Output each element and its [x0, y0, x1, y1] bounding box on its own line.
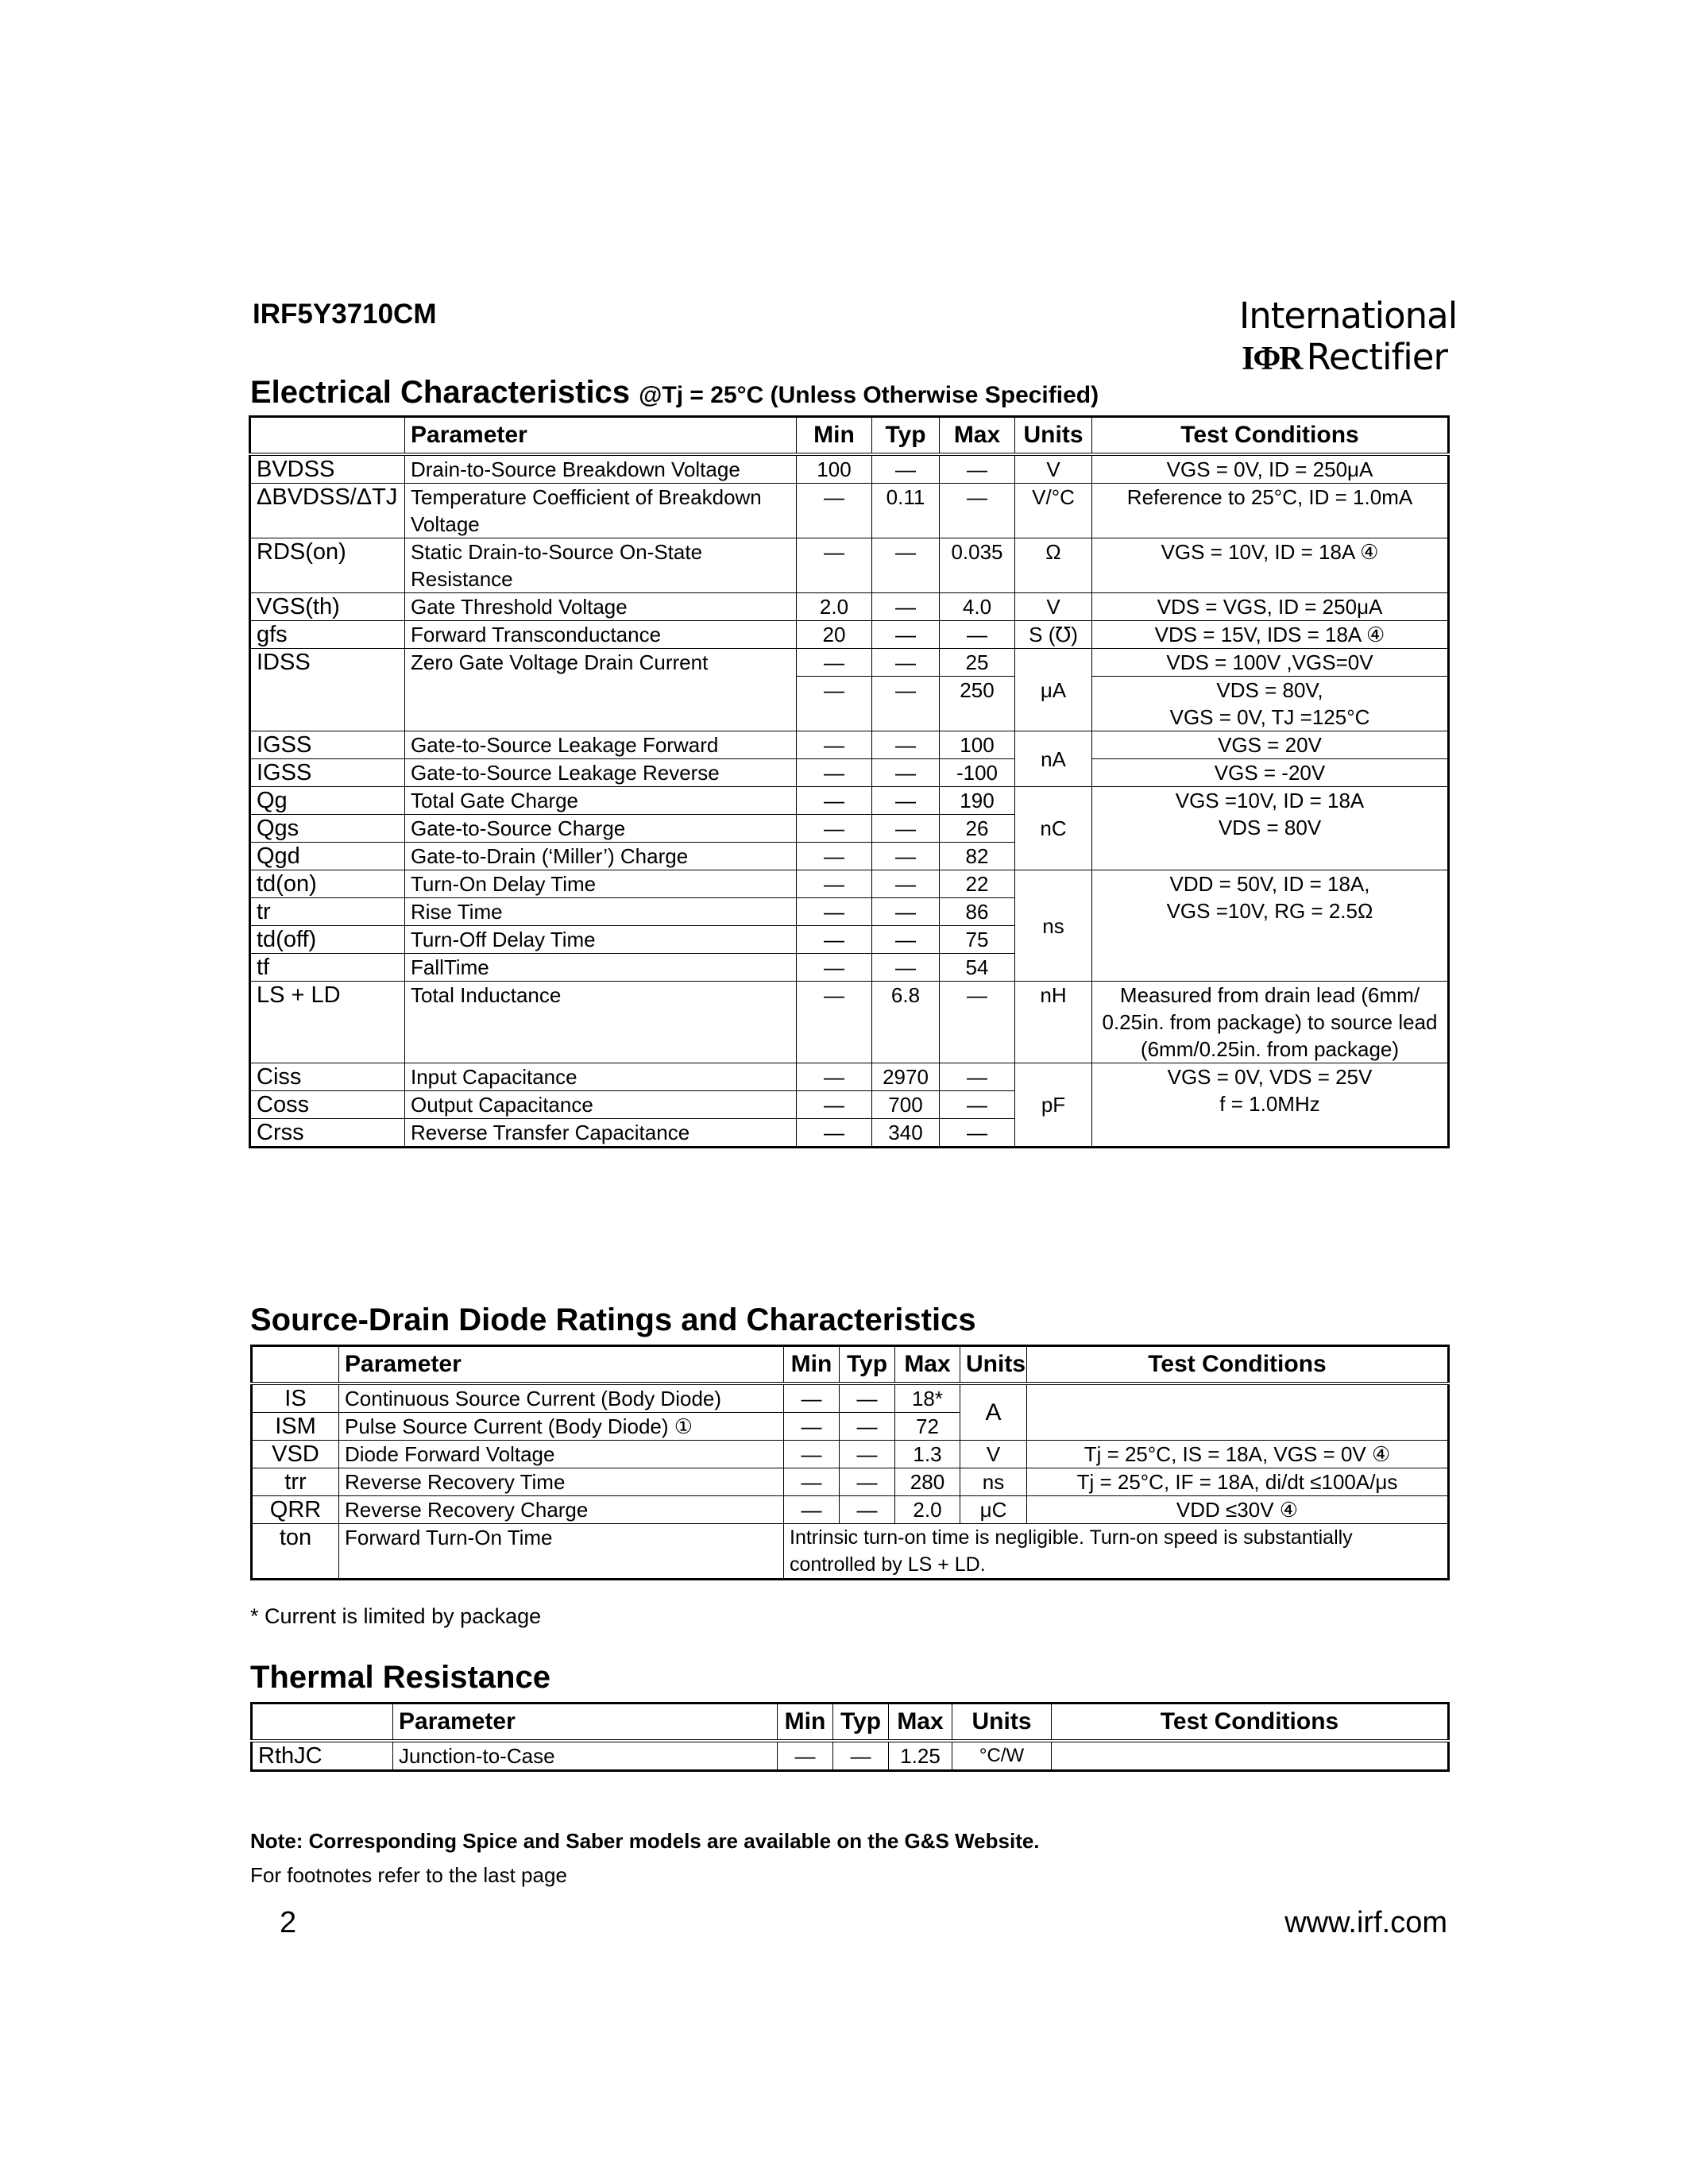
- max-value: —: [940, 484, 1015, 538]
- header-min: Min: [797, 417, 872, 455]
- logo-line-1: International: [1239, 295, 1458, 337]
- typ-value: 0.11: [872, 484, 940, 538]
- header-min: Min: [784, 1346, 840, 1384]
- test-condition: VDS = 15V, IDS = 18A ④: [1092, 621, 1449, 649]
- symbol: td(off): [250, 926, 405, 954]
- typ-value: 700: [872, 1091, 940, 1119]
- max-value: 0.035: [940, 538, 1015, 593]
- header-conditions: Test Conditions: [1092, 417, 1449, 455]
- table-row: [250, 484, 1449, 538]
- min-value: —: [797, 982, 872, 1063]
- test-condition: [1092, 870, 1449, 982]
- parameter-name: Temperature Coefficient of Breakdown Voltage: [405, 484, 797, 538]
- max-value: 72: [895, 1413, 960, 1441]
- symbol: VGS(th): [250, 593, 405, 621]
- table-row: [250, 454, 1449, 484]
- table-row: [250, 621, 1449, 649]
- typ-value: —: [840, 1496, 895, 1524]
- units: ns: [1015, 870, 1092, 982]
- min-value: —: [797, 954, 872, 982]
- units: nA: [1015, 731, 1092, 787]
- units: Ω: [1015, 538, 1092, 593]
- min-value: —: [797, 649, 872, 677]
- min-value: 100: [797, 454, 872, 484]
- min-value: 20: [797, 621, 872, 649]
- typ-value: —: [872, 538, 940, 593]
- condition-line: VGS =10V, ID = 18A: [1175, 789, 1365, 812]
- units: pF: [1015, 1063, 1092, 1148]
- max-value: 100: [940, 731, 1015, 759]
- max-value: 4.0: [940, 593, 1015, 621]
- units: A: [960, 1383, 1027, 1441]
- max-value: —: [940, 621, 1015, 649]
- max-value: 22: [940, 870, 1015, 898]
- max-value: —: [940, 982, 1015, 1063]
- symbol: IS: [252, 1383, 339, 1413]
- max-value: 1.3: [895, 1441, 960, 1468]
- typ-value: —: [872, 870, 940, 898]
- min-value: —: [797, 870, 872, 898]
- typ-value: —: [872, 759, 940, 787]
- condition-line: VGS = 0V, TJ =125°C: [1169, 705, 1370, 729]
- max-value: 2.0: [895, 1496, 960, 1524]
- table-row: [252, 1524, 1449, 1580]
- table-header-row: [252, 1346, 1449, 1384]
- logo-line-2: [1239, 337, 1447, 380]
- header-symbol: [252, 1704, 393, 1742]
- header-units: Units: [952, 1704, 1052, 1742]
- test-condition: VGS = 10V, ID = 18A ④: [1092, 538, 1449, 593]
- typ-value: —: [840, 1468, 895, 1496]
- header-max: Max: [940, 417, 1015, 455]
- table-row: [252, 1496, 1449, 1524]
- symbol: IGSS: [250, 731, 405, 759]
- parameter-name: Turn-Off Delay Time: [405, 926, 797, 954]
- parameter-name: Gate Threshold Voltage: [405, 593, 797, 621]
- max-value: 250: [940, 677, 1015, 731]
- min-value: —: [797, 1063, 872, 1091]
- min-value: —: [797, 1119, 872, 1148]
- ec-title-text: Electrical Characteristics: [250, 375, 631, 410]
- symbol: tr: [250, 898, 405, 926]
- logo-rectifier: Rectifier: [1306, 336, 1447, 378]
- symbol: Qgd: [250, 843, 405, 870]
- min-value: —: [778, 1741, 833, 1771]
- header-conditions: Test Conditions: [1052, 1704, 1449, 1742]
- symbol: gfs: [250, 621, 405, 649]
- min-value: —: [784, 1413, 840, 1441]
- table-header-row: [252, 1704, 1449, 1742]
- max-value: -100: [940, 759, 1015, 787]
- footnotes-reference: For footnotes refer to the last page: [250, 1863, 567, 1887]
- min-value: —: [784, 1468, 840, 1496]
- units: nC: [1015, 787, 1092, 870]
- symbol: ton: [252, 1524, 339, 1580]
- header-units: Units: [960, 1346, 1027, 1384]
- test-condition: Measured from drain lead (6mm/ 0.25in. from package) to source lead (6mm/0.25in. from package): [1092, 982, 1449, 1063]
- ior-logo-mark: IΦR: [1242, 341, 1302, 377]
- header-conditions: Test Conditions: [1027, 1346, 1449, 1384]
- header-min: Min: [778, 1704, 833, 1742]
- header-typ: Typ: [833, 1704, 889, 1742]
- header-symbol: [250, 417, 405, 455]
- parameter-name: Gate-to-Source Leakage Forward: [405, 731, 797, 759]
- typ-value: —: [872, 649, 940, 677]
- symbol: Ciss: [250, 1063, 405, 1091]
- typ-value: —: [872, 843, 940, 870]
- test-condition: [1052, 1741, 1449, 1771]
- symbol: BVDSS: [250, 454, 405, 484]
- parameter-name: Reverse Transfer Capacitance: [405, 1119, 797, 1148]
- table-row: [250, 649, 1449, 677]
- symbol: tf: [250, 954, 405, 982]
- test-condition: VDS = 100V ,VGS=0V: [1092, 649, 1449, 677]
- ec-subtitle: @Tj = 25°C (Unless Otherwise Specified): [639, 382, 1099, 408]
- typ-value: —: [872, 787, 940, 815]
- typ-value: —: [872, 731, 940, 759]
- test-condition: VDD ≤30V ④: [1027, 1496, 1449, 1524]
- source-drain-title: Source-Drain Diode Ratings and Characteristics: [250, 1302, 976, 1337]
- parameter-name: Output Capacitance: [405, 1091, 797, 1119]
- min-value: —: [797, 815, 872, 843]
- min-value: —: [784, 1496, 840, 1524]
- symbol: Qg: [250, 787, 405, 815]
- max-value: 25: [940, 649, 1015, 677]
- min-value: —: [797, 538, 872, 593]
- symbol: ISM: [252, 1413, 339, 1441]
- typ-value: —: [872, 926, 940, 954]
- units: V: [1015, 593, 1092, 621]
- parameter-name: Drain-to-Source Breakdown Voltage: [405, 454, 797, 484]
- typ-value: —: [872, 593, 940, 621]
- max-value: 86: [940, 898, 1015, 926]
- parameter-name: Junction-to-Case: [393, 1741, 778, 1771]
- typ-value: —: [872, 621, 940, 649]
- min-value: —: [797, 787, 872, 815]
- typ-value: 6.8: [872, 982, 940, 1063]
- min-value: —: [797, 843, 872, 870]
- symbol: VSD: [252, 1441, 339, 1468]
- typ-value: —: [840, 1383, 895, 1413]
- electrical-characteristics-table: [249, 415, 1450, 1148]
- header-parameter: Parameter: [339, 1346, 784, 1384]
- parameter-name: Diode Forward Voltage: [339, 1441, 784, 1468]
- table-row: [250, 593, 1449, 621]
- table-row: [252, 1741, 1449, 1771]
- symbol: RthJC: [252, 1741, 393, 1771]
- parameter-name: Reverse Recovery Time: [339, 1468, 784, 1496]
- typ-value: —: [840, 1441, 895, 1468]
- table-row: [250, 538, 1449, 593]
- test-condition: Tj = 25°C, IS = 18A, VGS = 0V ④: [1027, 1441, 1449, 1468]
- min-value: —: [797, 677, 872, 731]
- symbol: Qgs: [250, 815, 405, 843]
- thermal-resistance-title: Thermal Resistance: [250, 1660, 550, 1695]
- condition-line: VGS = 0V, VDS = 25V: [1167, 1065, 1373, 1089]
- source-drain-table: [250, 1345, 1450, 1580]
- max-value: 54: [940, 954, 1015, 982]
- test-condition: VGS = 20V: [1092, 731, 1449, 759]
- symbol: Crss: [250, 1119, 405, 1148]
- header-parameter: Parameter: [393, 1704, 778, 1742]
- parameter-name: Gate-to-Source Charge: [405, 815, 797, 843]
- table-row: [250, 759, 1449, 787]
- symbol: Coss: [250, 1091, 405, 1119]
- units: μC: [960, 1496, 1027, 1524]
- min-value: —: [797, 898, 872, 926]
- max-value: 18*: [895, 1383, 960, 1413]
- table-row: [250, 870, 1449, 898]
- units: S (℧): [1015, 621, 1092, 649]
- table-row: [252, 1468, 1449, 1496]
- max-value: 190: [940, 787, 1015, 815]
- min-value: 2.0: [797, 593, 872, 621]
- thermal-resistance-table: [250, 1702, 1450, 1772]
- parameter-name: Reverse Recovery Charge: [339, 1496, 784, 1524]
- parameter-name: Continuous Source Current (Body Diode): [339, 1383, 784, 1413]
- typ-value: —: [872, 677, 940, 731]
- parameter-name: Gate-to-Drain (‘Miller’) Charge: [405, 843, 797, 870]
- min-value: —: [797, 731, 872, 759]
- test-condition: VGS = 0V, ID = 250μA: [1092, 454, 1449, 484]
- table-row: [252, 1441, 1449, 1468]
- max-value: 26: [940, 815, 1015, 843]
- header-max: Max: [889, 1704, 952, 1742]
- test-condition: [1092, 787, 1449, 870]
- test-condition: [1027, 1383, 1449, 1441]
- units: V: [1015, 454, 1092, 484]
- symbol: IDSS: [250, 649, 405, 731]
- symbol: ΔBVDSS/ΔTJ: [250, 484, 405, 538]
- typ-value: —: [872, 898, 940, 926]
- min-value: —: [784, 1383, 840, 1413]
- typ-value: —: [872, 954, 940, 982]
- company-logo: [1239, 295, 1458, 380]
- symbol: RDS(on): [250, 538, 405, 593]
- parameter-name: Total Inductance: [405, 982, 797, 1063]
- max-value: —: [940, 1063, 1015, 1091]
- electrical-characteristics-title: [250, 375, 1099, 411]
- condition-line: VDS = 80V,: [1216, 678, 1323, 702]
- parameter-name: Forward Turn-On Time: [339, 1524, 784, 1580]
- min-value: —: [797, 759, 872, 787]
- test-condition: Reference to 25°C, ID = 1.0mA: [1092, 484, 1449, 538]
- typ-value: 2970: [872, 1063, 940, 1091]
- symbol: IGSS: [250, 759, 405, 787]
- parameter-name: Total Gate Charge: [405, 787, 797, 815]
- symbol: trr: [252, 1468, 339, 1496]
- max-value: —: [940, 1119, 1015, 1148]
- test-condition: VGS = -20V: [1092, 759, 1449, 787]
- table-row: [250, 787, 1449, 815]
- package-footnote: * Current is limited by package: [250, 1604, 542, 1628]
- units: V/°C: [1015, 484, 1092, 538]
- parameter-name: Gate-to-Source Leakage Reverse: [405, 759, 797, 787]
- test-condition: VDS = VGS, ID = 250μA: [1092, 593, 1449, 621]
- parameter-name: Forward Transconductance: [405, 621, 797, 649]
- spice-note: Note: Corresponding Spice and Saber models are available on the G&S Website.: [250, 1829, 1040, 1853]
- table-row: [250, 1063, 1449, 1091]
- table-row: [250, 731, 1449, 759]
- condition-line: f = 1.0MHz: [1219, 1092, 1320, 1116]
- table-header-row: [250, 417, 1449, 455]
- max-value: 82: [940, 843, 1015, 870]
- test-condition: Tj = 25°C, IF = 18A, di/dt ≤100A/μs: [1027, 1468, 1449, 1496]
- table-row: [250, 982, 1449, 1063]
- max-value: —: [940, 454, 1015, 484]
- header-typ: Typ: [872, 417, 940, 455]
- units: °C/W: [952, 1741, 1052, 1771]
- parameter-name: Turn-On Delay Time: [405, 870, 797, 898]
- units: V: [960, 1441, 1027, 1468]
- min-value: —: [797, 1091, 872, 1119]
- website-url: www.irf.com: [1284, 1906, 1447, 1939]
- parameter-name: Input Capacitance: [405, 1063, 797, 1091]
- page-number: 2: [280, 1906, 297, 1939]
- condition-line: VDD = 50V, ID = 18A,: [1169, 872, 1370, 896]
- parameter-name: Rise Time: [405, 898, 797, 926]
- test-condition: [1092, 1063, 1449, 1148]
- header-parameter: Parameter: [405, 417, 797, 455]
- min-value: —: [797, 926, 872, 954]
- parameter-name: Static Drain-to-Source On-State Resistance: [405, 538, 797, 593]
- condition-line: VDS = 80V: [1218, 816, 1322, 839]
- header-max: Max: [895, 1346, 960, 1384]
- condition-line: VGS =10V, RG = 2.5Ω: [1166, 899, 1373, 923]
- max-value: —: [940, 1091, 1015, 1119]
- turn-on-note: Intrinsic turn-on time is negligible. Turn-on speed is substantially controlled by LS + LD.: [784, 1524, 1449, 1580]
- typ-value: —: [872, 815, 940, 843]
- header-symbol: [252, 1346, 339, 1384]
- max-value: 1.25: [889, 1741, 952, 1771]
- units: nH: [1015, 982, 1092, 1063]
- symbol: QRR: [252, 1496, 339, 1524]
- typ-value: 340: [872, 1119, 940, 1148]
- units: μA: [1015, 649, 1092, 731]
- header-units: Units: [1015, 417, 1092, 455]
- max-value: 280: [895, 1468, 960, 1496]
- units: ns: [960, 1468, 1027, 1496]
- parameter-name: Pulse Source Current (Body Diode) ①: [339, 1413, 784, 1441]
- symbol: LS + LD: [250, 982, 405, 1063]
- part-number: IRF5Y3710CM: [253, 299, 437, 330]
- typ-value: —: [833, 1741, 889, 1771]
- max-value: 75: [940, 926, 1015, 954]
- table-row: [252, 1383, 1449, 1413]
- typ-value: —: [872, 454, 940, 484]
- test-condition: [1092, 677, 1449, 731]
- symbol: td(on): [250, 870, 405, 898]
- min-value: —: [797, 484, 872, 538]
- typ-value: —: [840, 1413, 895, 1441]
- min-value: —: [784, 1441, 840, 1468]
- parameter-name: Zero Gate Voltage Drain Current: [405, 649, 797, 731]
- parameter-name: FallTime: [405, 954, 797, 982]
- header-typ: Typ: [840, 1346, 895, 1384]
